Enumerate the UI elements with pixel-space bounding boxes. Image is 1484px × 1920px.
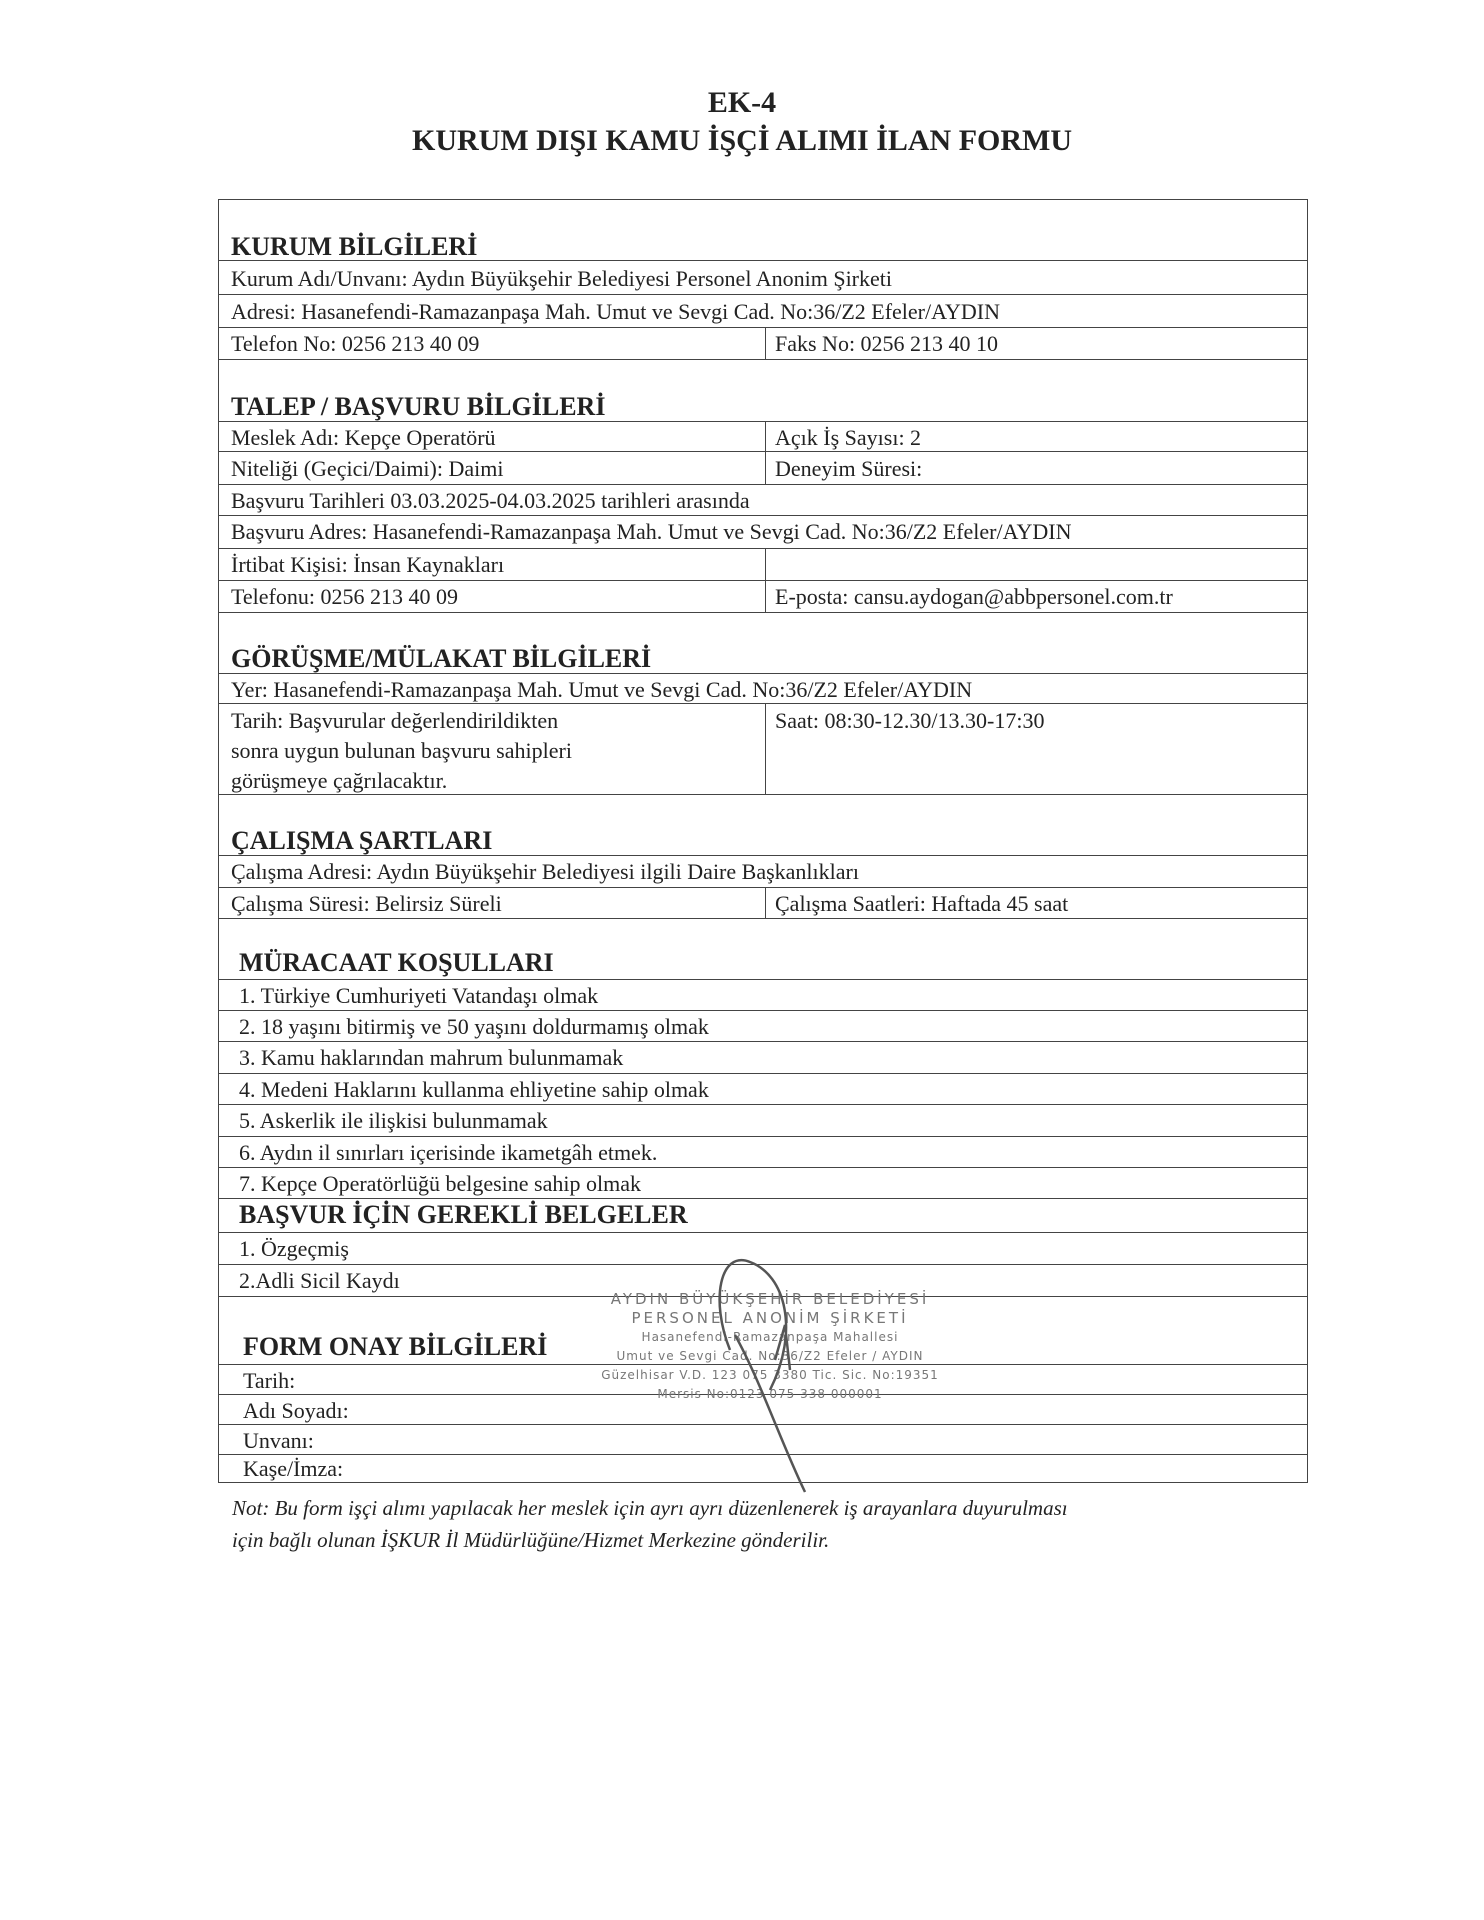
gorusme-date-line3: görüşmeye çağrılacaktır. bbox=[231, 768, 448, 793]
gorusme-place: Yer: Hasanefendi-Ramazanpaşa Mah. Umut ve Sevgi Cad. No:36/Z2 Efeler/AYDIN bbox=[231, 677, 973, 702]
condition-item: 4. Medeni Haklarını kullanma ehliyetine sahip olmak bbox=[239, 1077, 709, 1102]
talep-openings: Açık İş Sayısı: 2 bbox=[775, 425, 922, 450]
stamp-line: Güzelhisar V.D. 123 075 3380 Tic. Sic. No:19351 bbox=[601, 1368, 939, 1382]
condition-item: 2. 18 yaşını bitirmiş ve 50 yaşını doldurmamış olmak bbox=[239, 1014, 709, 1039]
document-item: 1. Özgeçmiş bbox=[239, 1236, 349, 1261]
footnote-line2: için bağlı olunan İŞKUR İl Müdürlüğüne/Hizmet Merkezine gönderilir. bbox=[232, 1528, 830, 1552]
footnote-line1: Not: Bu form işçi alımı yapılacak her meslek için ayrı ayrı düzenlenerek iş arayanlara duyurulması bbox=[232, 1496, 1068, 1520]
gorusme-date-line1: Tarih: Başvurular değerlendirildikten bbox=[231, 708, 559, 733]
document-item: 2.Adli Sicil Kaydı bbox=[239, 1268, 400, 1293]
condition-item: 5. Askerlik ile ilişkisi bulunmamak bbox=[239, 1108, 548, 1133]
stamp-line: Hasanefendi-Ramazanpaşa Mahallesi bbox=[641, 1330, 899, 1344]
condition-item: 3. Kamu haklarından mahrum bulunmamak bbox=[239, 1045, 624, 1070]
talep-experience: Deneyim Süresi: bbox=[775, 456, 923, 481]
approval-title-field: Unvanı: bbox=[243, 1428, 314, 1453]
talep-address: Başvuru Adres: Hasanefendi-Ramazanpaşa Mah. Umut ve Sevgi Cad. No:36/Z2 Efeler/AYDIN bbox=[231, 519, 1072, 544]
approval-signature-field: Kaşe/İmza: bbox=[243, 1456, 344, 1481]
approval-date-field: Tarih: bbox=[243, 1368, 296, 1393]
condition-item: 6. Aydın il sınırları içerisinde ikametgâh etmek. bbox=[239, 1140, 658, 1165]
stamp-line: AYDIN BÜYÜKŞEHİR BELEDİYESİ bbox=[610, 1290, 930, 1308]
section-onay-heading: FORM ONAY BİLGİLERİ bbox=[243, 1332, 548, 1361]
section-kurum-heading: KURUM BİLGİLERİ bbox=[231, 232, 478, 261]
section-talep-heading: TALEP / BAŞVURU BİLGİLERİ bbox=[231, 392, 606, 421]
kurum-fax: Faks No: 0256 213 40 10 bbox=[775, 331, 999, 356]
stamp-line: Mersis No:0123 075 338 000001 bbox=[657, 1387, 883, 1401]
talep-contact: İrtibat Kişisi: İnsan Kaynakları bbox=[231, 552, 505, 577]
calisma-duration: Çalışma Süresi: Belirsiz Süreli bbox=[231, 891, 502, 916]
talep-dates: Başvuru Tarihleri 03.03.2025-04.03.2025 tarihleri arasında bbox=[231, 488, 750, 513]
stamp-line: Umut ve Sevgi Cad. No:36/Z2 Efeler / AYDIN bbox=[616, 1349, 924, 1363]
kurum-name: Kurum Adı/Unvanı: Aydın Büyükşehir Belediyesi Personel Anonim Şirketi bbox=[231, 266, 892, 291]
calisma-hours: Çalışma Saatleri: Haftada 45 saat bbox=[775, 891, 1069, 916]
form-title: KURUM DIŞI KAMU İŞÇİ ALIMI İLAN FORMU bbox=[411, 124, 1073, 157]
talep-job: Meslek Adı: Kepçe Operatörü bbox=[231, 425, 496, 450]
annex-label: EK-4 bbox=[707, 86, 777, 119]
talep-email: E-posta: cansu.aydogan@abbpersonel.com.tr bbox=[775, 584, 1173, 609]
talep-nature: Niteliği (Geçici/Daimi): Daimi bbox=[231, 456, 504, 481]
condition-item: 7. Kepçe Operatörlüğü belgesine sahip olmak bbox=[239, 1171, 641, 1196]
gorusme-time: Saat: 08:30-12.30/13.30-17:30 bbox=[775, 708, 1045, 733]
kurum-phone: Telefon No: 0256 213 40 09 bbox=[231, 331, 480, 356]
handwritten-signature bbox=[690, 1240, 830, 1500]
talep-phone: Telefonu: 0256 213 40 09 bbox=[231, 584, 458, 609]
section-belgeler-heading: BAŞVUR İÇİN GEREKLİ BELGELER bbox=[239, 1200, 688, 1229]
kurum-address: Adresi: Hasanefendi-Ramazanpaşa Mah. Umut ve Sevgi Cad. No:36/Z2 Efeler/AYDIN bbox=[231, 299, 1000, 324]
gorusme-date-line2: sonra uygun bulunan başvuru sahipleri bbox=[231, 738, 572, 763]
section-calisma-heading: ÇALIŞMA ŞARTLARI bbox=[231, 826, 493, 855]
approval-name-field: Adı Soyadı: bbox=[243, 1398, 349, 1423]
section-muracaat-heading: MÜRACAAT KOŞULLARI bbox=[239, 948, 554, 977]
condition-item: 1. Türkiye Cumhuriyeti Vatandaşı olmak bbox=[239, 983, 599, 1008]
calisma-address: Çalışma Adresi: Aydın Büyükşehir Belediyesi ilgili Daire Başkanlıkları bbox=[231, 859, 859, 884]
section-gorusme-heading: GÖRÜŞME/MÜLAKAT BİLGİLERİ bbox=[231, 644, 652, 673]
stamp-line: PERSONEL ANONİM ŞİRKETİ bbox=[631, 1309, 909, 1327]
